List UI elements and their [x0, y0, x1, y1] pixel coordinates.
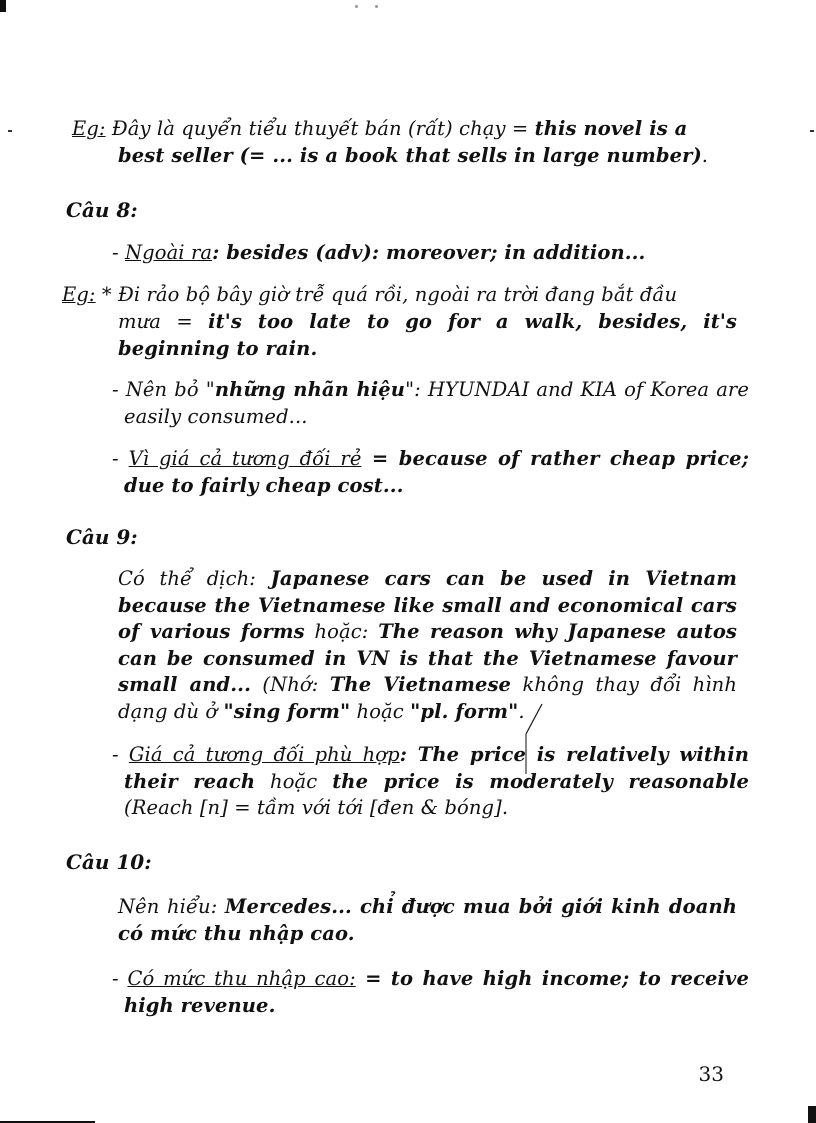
- example-en: it's too late to go for a walk, besides, it's beginning to rain.: [118, 310, 737, 360]
- cau8-example: [62, 282, 737, 309]
- cau8-example-cont: [118, 309, 737, 362]
- term-translation-alt: the price is moderately reasonable: [332, 769, 750, 793]
- pen-stroke-mark: [512, 700, 548, 782]
- example-vi: Đây là quyển tiểu thuyết bán (rất) chạy =: [105, 117, 535, 140]
- scan-speck: [375, 5, 378, 8]
- scan-speck: [810, 130, 814, 132]
- note-term: những nhãn hiệu: [214, 378, 406, 401]
- translation-en: Japanese cars can be used in Vietnam because the Vietnamese like small and economical cars of various forms: [118, 567, 737, 643]
- term-label: Có mức thu nhập cao:: [127, 967, 356, 990]
- note-vi: Có thể dịch:: [118, 567, 271, 590]
- note-en: "pl. form": [410, 699, 519, 723]
- note-vi: (Nhớ:: [250, 673, 330, 696]
- scan-speck: [355, 5, 358, 8]
- scan-speck: [8, 130, 12, 132]
- scan-edge-mark: [808, 1106, 816, 1123]
- term-translation: : The price is relatively within their reach: [124, 743, 749, 793]
- example-label: Eg:: [62, 283, 96, 306]
- cau9-translation: [118, 566, 737, 725]
- note-en: "sing form": [223, 699, 351, 723]
- note-prefix: - Nên bỏ ": [112, 378, 215, 401]
- or-word: hoặc:: [304, 620, 379, 643]
- term-label: Giá cả tương đối phù hợp: [128, 743, 400, 766]
- scan-edge-mark: [0, 0, 6, 12]
- note-end: .: [518, 699, 525, 723]
- reach-note: (Reach [n] = tầm với tới [đen & bóng].: [124, 796, 509, 819]
- cau10-understanding: [118, 894, 737, 947]
- note-vi: Nên hiểu:: [118, 895, 225, 918]
- example-en-cont: best seller (= ... is a book that sells in large number): [118, 143, 702, 167]
- example-vi: * Đi rảo bộ bây giờ trễ quá rồi, ngoài ra trời đang bắt đầu: [95, 283, 678, 306]
- term-translation: : besides (adv): moreover; in addition...: [212, 241, 646, 264]
- note-vi-bold: Mercedes... chỉ được mua bởi giới kinh doanh có mức thu nhập cao.: [118, 895, 738, 945]
- note-en: The Vietnamese: [329, 673, 512, 696]
- cau9-price-note: - Giá cả tương đối phù hợp: The price is relatively within their reach hoặc the price is moderately reasonable (Reach [n] = tầm với tới [đen & bóng].: [112, 743, 750, 819]
- heading-cau-8: Câu 8:: [66, 198, 138, 222]
- cau8-note-brands: [112, 377, 749, 430]
- or-word: hoặc: [350, 699, 411, 723]
- term-label: Ngoài ra: [125, 241, 213, 264]
- example-vi-cont: mưa =: [118, 310, 209, 333]
- translation-en-alt: The reason why Japanese autos can be consumed in VN is that the Vietnamese favour small and...: [118, 620, 738, 696]
- note-vi: không thay đổi hình dạng dù ở: [118, 673, 737, 723]
- or-word: hoặc: [255, 769, 333, 793]
- page-number: 33: [698, 1062, 724, 1086]
- example-1: [72, 116, 737, 169]
- cau10-income: - Có mức thu nhập cao: = to have high income; to receive high revenue.: [112, 967, 749, 1017]
- term-label: Vì giá cả tương đối rẻ: [128, 447, 362, 470]
- example-en: this novel is a: [534, 117, 688, 140]
- example-label: Eg:: [72, 117, 106, 140]
- term-translation: = to have high income; to receive high revenue.: [124, 967, 749, 1017]
- term-translation: = because of rather cheap price; due to fairly cheap cost...: [124, 447, 749, 497]
- example-end: .: [701, 143, 709, 167]
- heading-cau-9: Câu 9:: [66, 525, 138, 549]
- cau8-note-price: - Vì giá cả tương đối rẻ = because of rather cheap price; due to fairly cheap cost...: [112, 447, 749, 497]
- cau8-besides: - Ngoài ra: besides (adv): moreover; in addition...: [112, 241, 646, 264]
- note-rest: ": HYUNDAI and KIA of Korea are easily consumed...: [124, 378, 749, 428]
- heading-cau-10: Câu 10:: [66, 850, 152, 874]
